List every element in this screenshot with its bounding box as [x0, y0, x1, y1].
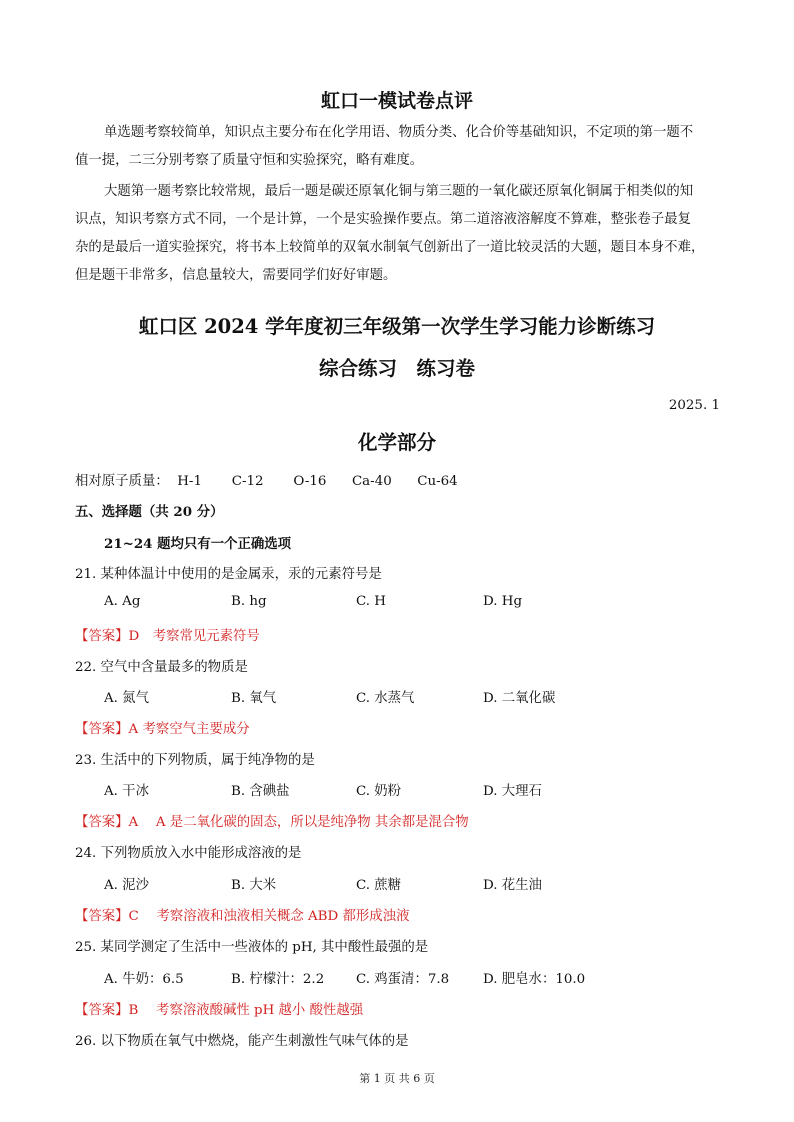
answer-line: 【答案】A A 是二氧化碳的固态，所以是纯净物 其余都是混合物: [75, 815, 469, 830]
review-para1-line2: 值一提，二三分别考察了质量守恒和实验探究，略有难度。: [75, 153, 424, 168]
question-option-a: A. 干冰: [104, 784, 149, 799]
question-option-c: C. 奶粉: [356, 784, 402, 799]
question-option-d: D. 二氧化碳: [483, 691, 556, 706]
question-stem: 25. 某同学测定了生活中一些液体的 pH, 其中酸性最强的是: [75, 940, 429, 955]
question-option-b: B. hg: [231, 594, 267, 609]
question-option-d: D. 花生油: [483, 878, 542, 893]
review-title: 虹口一模试卷点评: [320, 90, 473, 112]
question-option-d: D. 大理石: [483, 784, 542, 799]
review-para2-line3: 杂的是最后一道实验探究，将书本上较简单的双氧水制氧气创新出了一道比较灵活的大题，题目本身不难，: [75, 240, 705, 255]
question-stem: 21. 某种体温计中使用的是金属汞，汞的元素符号是: [75, 567, 382, 582]
question-option-b: B. 大米: [231, 878, 277, 893]
review-para2-line2: 识点，知识考察方式不同，一个是计算，一个是实验操作要点。第二道溶液溶解度不算难，整张卷子最复: [75, 212, 691, 227]
part-heading: 五、选择题（共 20 分）: [75, 504, 224, 520]
question-stem: 22. 空气中含量最多的物质是: [75, 660, 248, 675]
answer-line: 【答案】C 考察溶液和浊液相关概念 ABD 都形成浊液: [75, 909, 410, 924]
question-option-a: A. 氮气: [104, 691, 149, 706]
page-footer: 第 1 页 共 6 页: [359, 1072, 435, 1085]
answer-line: 【答案】A 考察空气主要成分: [75, 722, 250, 737]
question-option-a: A. 牛奶：6.5: [104, 972, 184, 987]
question-option-b: B. 含碘盐: [231, 784, 290, 799]
atomic-mass-line: 相对原子质量： H-1 C-12 O-16 Ca-40 Cu-64: [75, 474, 458, 489]
section-title: 化学部分: [357, 431, 436, 454]
question-option-d: D. Hg: [483, 594, 523, 609]
sub-heading: 21~24 题均只有一个正确选项: [104, 536, 292, 552]
review-para2-line4: 但是题干非常多，信息量较大，需要同学们好好审题。: [75, 268, 397, 283]
question-option-c: C. H: [356, 594, 386, 609]
question-option-c: C. 鸡蛋清：7.8: [356, 972, 450, 987]
review-para1-line1: 单选题考察较简单，知识点主要分布在化学用语、物质分类、化合价等基础知识，不定项的第一题不: [104, 125, 694, 140]
exam-subtitle: 综合练习 练习卷: [318, 357, 475, 380]
review-para2-line1: 大题第一题考察比较常规，最后一题是碳还原氧化铜与第三题的一氧化碳还原氧化铜属于相类似的知: [104, 184, 694, 199]
question-option-a: A. Ag: [104, 594, 141, 609]
question-stem: 24. 下列物质放入水中能形成溶液的是: [75, 846, 302, 861]
question-option-c: C. 蔗糖: [356, 878, 402, 893]
exam-title: 虹口区 2024 学年度初三年级第一次学生学习能力诊断练习: [138, 315, 656, 338]
question-option-b: B. 柠檬汁：2.2: [231, 972, 325, 987]
answer-line: 【答案】D 考察常见元素符号: [75, 629, 260, 644]
question-option-d: D. 肥皂水：10.0: [483, 972, 586, 987]
question-option-b: B. 氧气: [231, 691, 277, 706]
question-stem: 23. 生活中的下列物质，属于纯净物的是: [75, 753, 315, 768]
question-option-c: C. 水蒸气: [356, 691, 415, 706]
exam-date: 2025. 1: [668, 398, 720, 413]
question-stem: 26. 以下物质在氧气中燃烧，能产生刺激性气味气体的是: [75, 1034, 409, 1049]
question-option-a: A. 泥沙: [104, 878, 149, 893]
answer-line: 【答案】B 考察溶液酸碱性 pH 越小 酸性越强: [75, 1003, 364, 1018]
